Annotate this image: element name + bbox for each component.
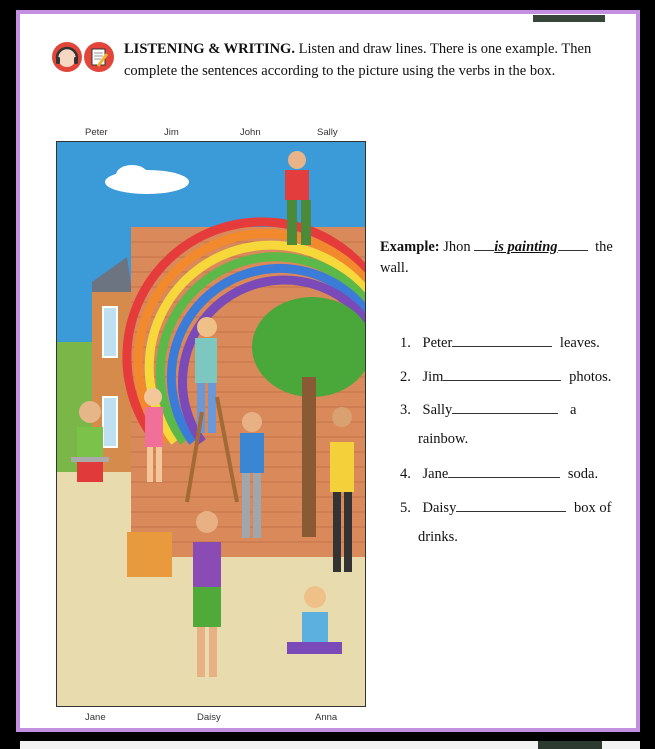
q1-object: leaves. xyxy=(559,335,600,351)
name-sally: Sally xyxy=(317,127,338,138)
q1-number: 1. xyxy=(400,335,411,351)
instruction-body: Listen and draw lines. There is one example. Then complete the sentences according to the picture using the verbs in the box. xyxy=(124,41,592,79)
q4-object: soda. xyxy=(567,466,599,482)
q3-number: 3. xyxy=(400,402,411,418)
next-page-strip xyxy=(20,741,640,749)
example-answer: is painting xyxy=(494,239,558,255)
q5-object: box of xyxy=(573,500,612,516)
scene-illustration xyxy=(56,141,366,707)
q3-object: a xyxy=(569,402,577,418)
name-anna: Anna xyxy=(315,712,338,723)
q5-blank[interactable] xyxy=(456,497,566,512)
q5-number: 5. xyxy=(400,500,411,516)
q3-object-line2: rainbow. xyxy=(418,431,469,447)
question-3 xyxy=(400,399,576,419)
example-subject: Jhon xyxy=(443,239,471,255)
q2-subject: Jim xyxy=(422,369,444,385)
headphones-icon xyxy=(52,42,82,72)
example-line xyxy=(380,236,613,256)
q5-object-line2: drinks. xyxy=(418,529,458,545)
name-john: John xyxy=(240,127,261,138)
name-jim: Jim xyxy=(164,127,179,138)
q1-subject: Peter xyxy=(422,335,453,351)
name-peter: Peter xyxy=(85,127,108,138)
next-page-strip-mark xyxy=(538,741,602,749)
q3-blank[interactable] xyxy=(452,399,558,414)
question-1 xyxy=(400,332,600,352)
q5-subject: Daisy xyxy=(422,500,457,516)
instruction-text xyxy=(124,38,614,82)
q2-number: 2. xyxy=(400,369,411,385)
q2-object: photos. xyxy=(569,369,612,385)
q1-blank[interactable] xyxy=(452,332,552,347)
question-5 xyxy=(400,497,611,517)
name-jane: Jane xyxy=(85,712,106,723)
q4-number: 4. xyxy=(400,466,411,482)
name-daisy: Daisy xyxy=(197,712,221,723)
question-2 xyxy=(400,366,611,386)
example-object: the xyxy=(595,239,613,255)
instruction-title: LISTENING & WRITING. xyxy=(124,41,295,57)
q3-subject: Sally xyxy=(422,402,453,418)
example-object-line2: wall. xyxy=(380,260,409,276)
pencil-paper-icon xyxy=(84,42,114,72)
q4-subject: Jane xyxy=(422,466,449,482)
q2-blank[interactable] xyxy=(443,366,561,381)
question-4 xyxy=(400,463,598,483)
example-blank-right xyxy=(558,236,588,251)
example-blank-left xyxy=(474,236,494,251)
example-label: Example: xyxy=(380,239,440,255)
q4-blank[interactable] xyxy=(448,463,560,478)
top-bar xyxy=(533,15,605,22)
